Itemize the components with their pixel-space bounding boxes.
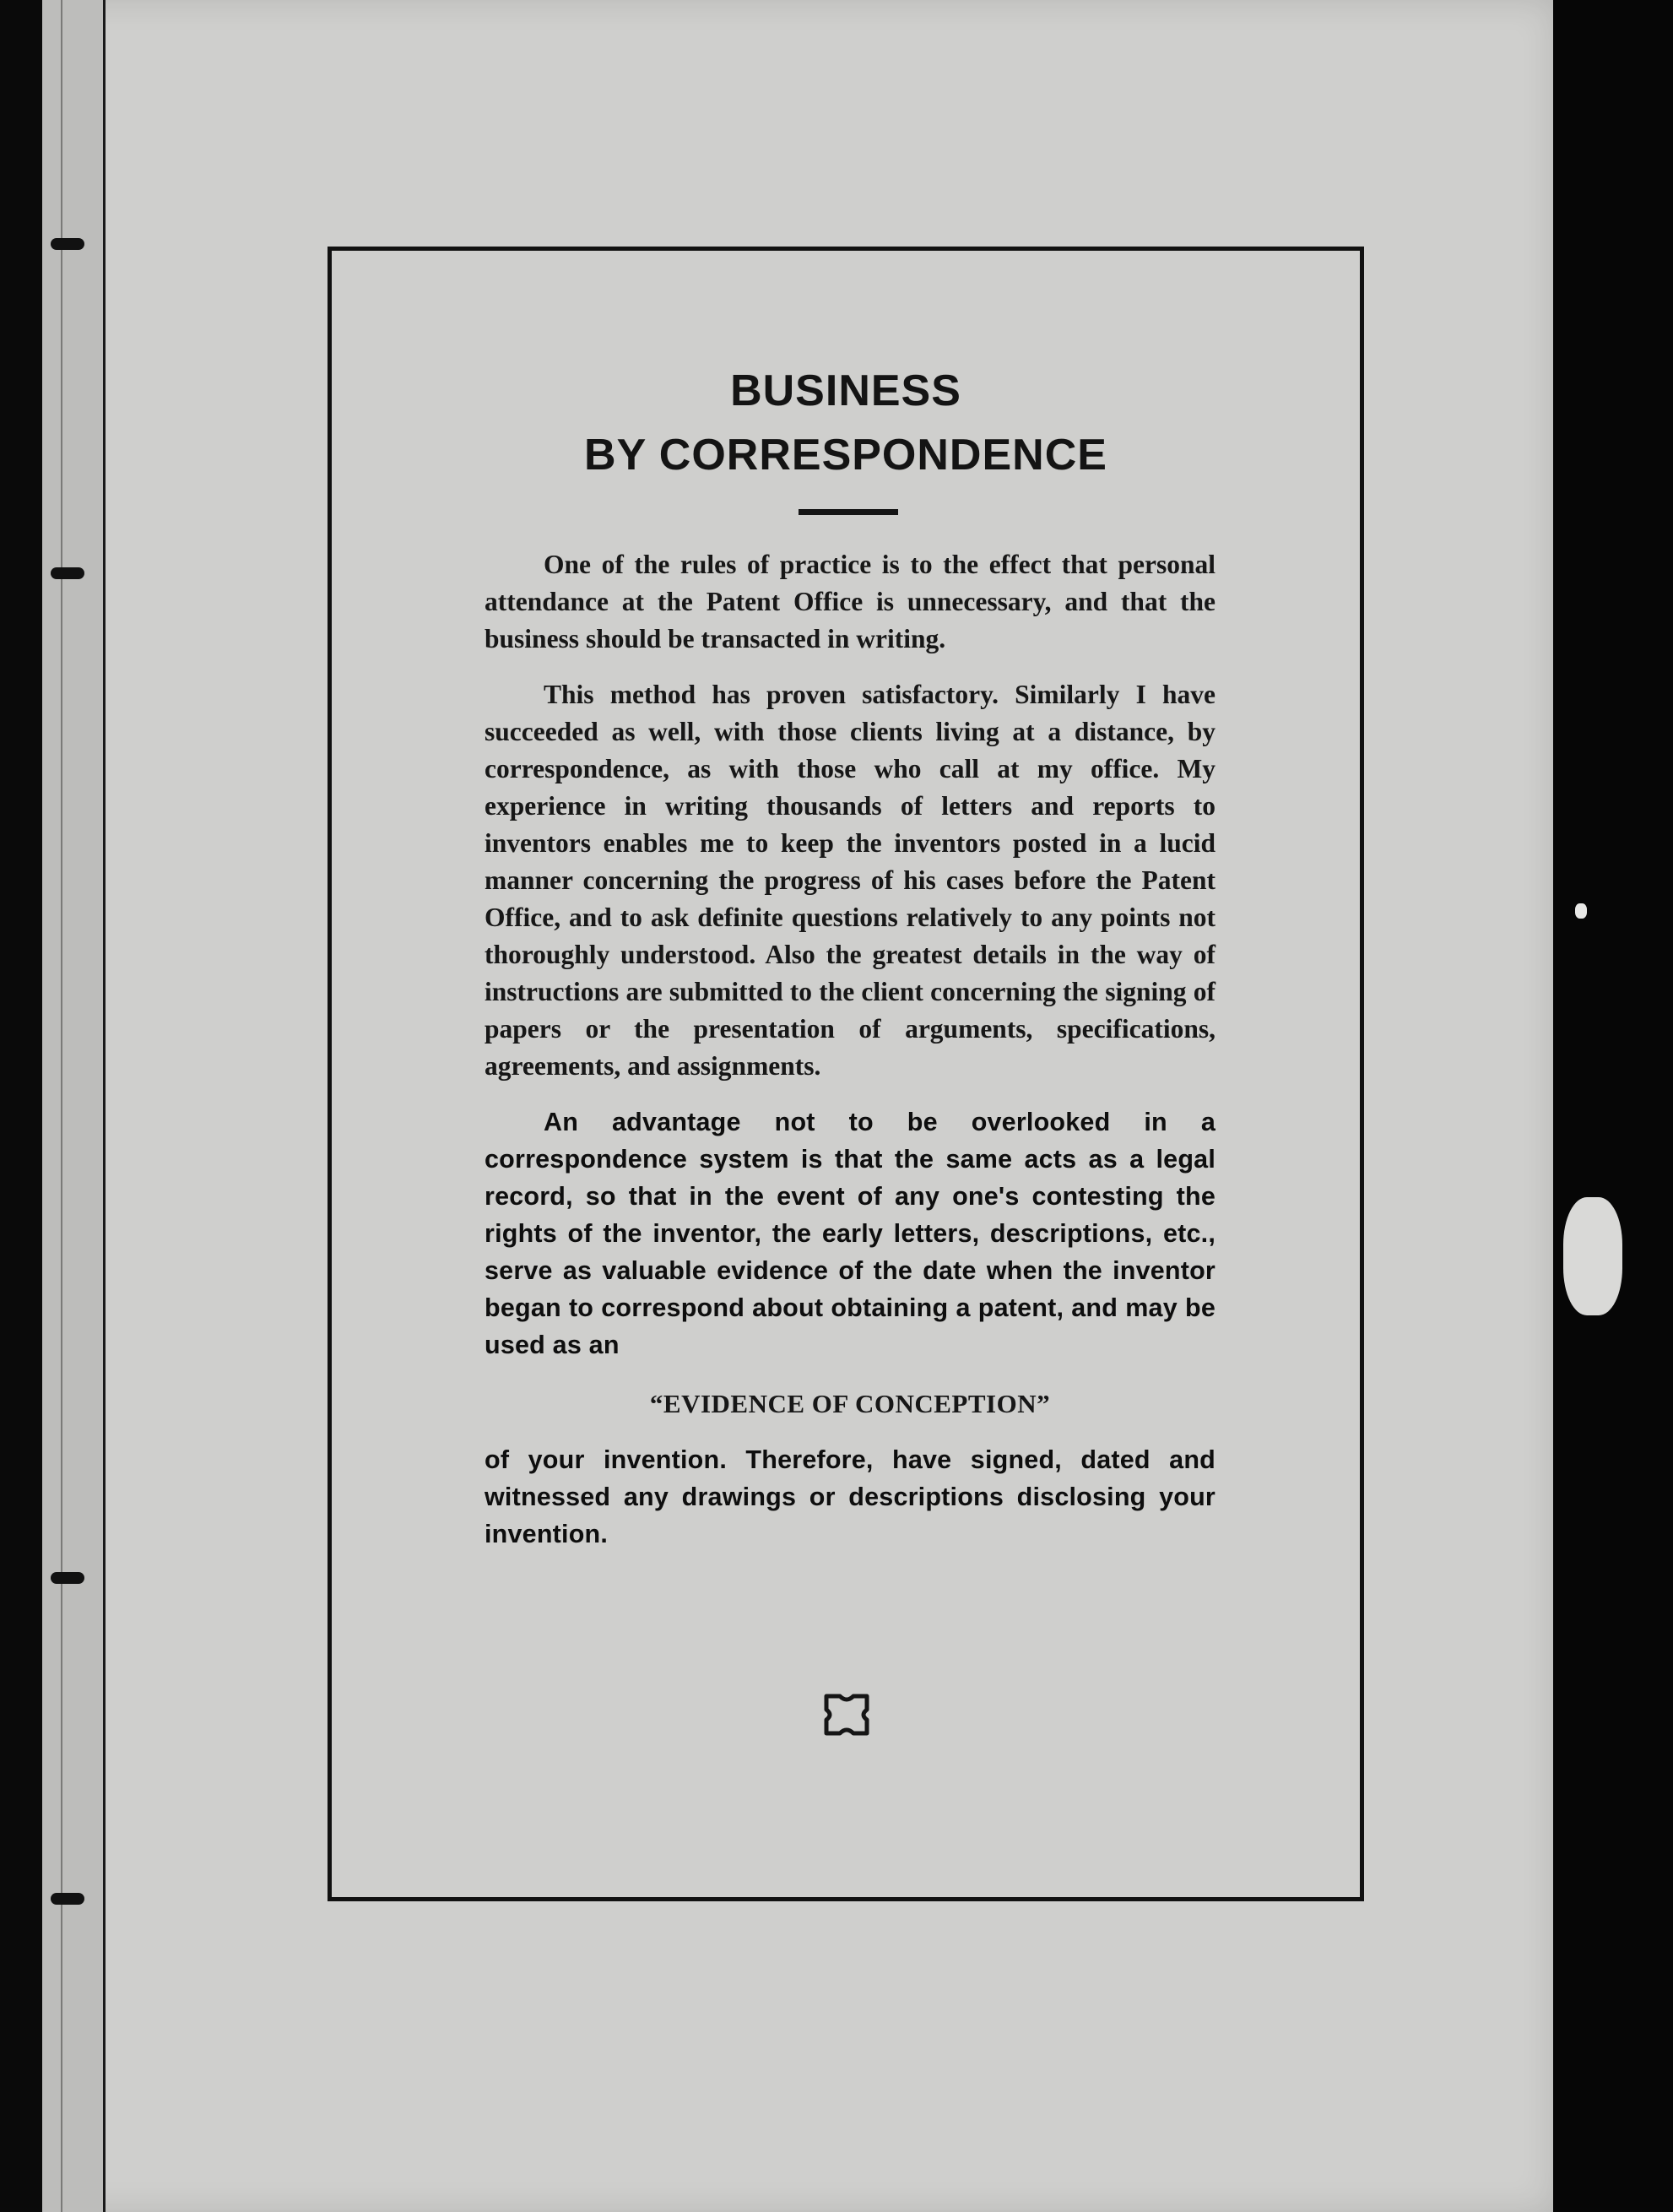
scan-speck [1575, 903, 1587, 919]
page-title [332, 359, 1360, 487]
binding-strip [42, 0, 106, 2212]
title-line-2: BY CORRESPONDENCE [584, 431, 1107, 480]
binding-mark [51, 567, 84, 579]
gutter-line [61, 0, 62, 2212]
binding-mark [51, 1572, 84, 1584]
scan-edge [1553, 0, 1673, 2212]
scan-tear [1563, 1197, 1622, 1315]
title-line-1: BUSINESS [730, 366, 961, 415]
title-divider [799, 509, 898, 515]
page-frame [328, 247, 1364, 1901]
binding-mark [51, 1893, 84, 1905]
paragraph-advantage: An advantage not to be overlooked in a correspondence system is that the same acts as a legal record, so that in the event of any one's contesting the rights of the inventor, the early letters, descriptions, etc., serve as valuable evidence of the date when the inventor began to correspond about obtaining a patent, and may be used as an [485, 1108, 1215, 1359]
square-knot-ornament-icon [821, 1691, 872, 1738]
evidence-heading: “EVIDENCE OF CONCEPTION” [649, 1389, 1051, 1418]
body-text [485, 546, 1215, 1571]
paragraph-rules-of-practice: One of the rules of practice is to the effect that personal attendance at the Patent Office is unnecessary, and that the business should be transacted in writing. [485, 550, 1215, 653]
binding-mark [51, 238, 84, 250]
paragraph-closing: of your invention. Therefore, have signed, dated and witnessed any drawings or descriptions disclosing your invention. [485, 1445, 1215, 1548]
paragraph-method: This method has proven satisfactory. Similarly I have succeeded as well, with those clients living at a distance, by correspondence, as with those who call at my office. My experience in writing thousands of letters and reports to inventors enables me to keep the inventors posted in a lucid manner concerning the progress of his cases before the Patent Office, and to ask definite questions relatively to any points not thoroughly understood. Also the greatest details in the way of instructions are submitted to the client concerning the signing of papers or the presentation of arguments, specifications, agreements, and assignments. [485, 680, 1215, 1081]
scanned-page [42, 0, 1553, 2212]
